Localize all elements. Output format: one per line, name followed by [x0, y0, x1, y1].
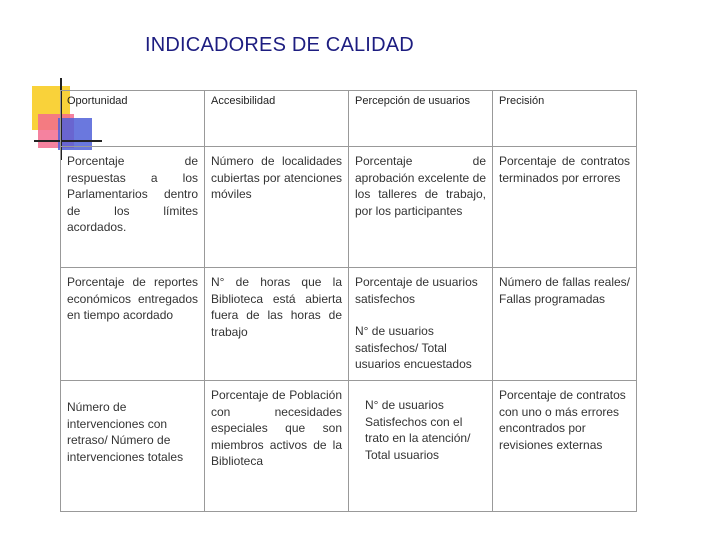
table-row — [61, 268, 637, 381]
quality-indicators-table — [60, 90, 637, 512]
page-title: INDICADORES DE CALIDAD — [145, 34, 414, 56]
header-oportunidad: Oportunidad — [61, 91, 205, 147]
header-percepcion: Percepción de usuarios — [349, 91, 493, 147]
cell-percepcion-2 — [349, 268, 493, 381]
cell-precision-2: Número de fallas reales/ Fallas programadas — [493, 268, 637, 381]
cell-percepcion-2-a: Porcentaje de usuarios satisfechos — [355, 275, 478, 306]
header-accesibilidad: Accesibilidad — [205, 91, 349, 147]
cell-precision-1: Porcentaje de contratos terminados por errores — [493, 147, 637, 268]
table-row — [61, 147, 637, 268]
cell-oportunidad-1: Porcentaje de respuestas a los Parlamentarios dentro de los límites acordados. — [61, 147, 205, 268]
cell-accesibilidad-1: Número de localidades cubiertas por atenciones móviles — [205, 147, 349, 268]
cell-percepcion-2-b: N° de usuarios satisfechos/ Total usuarios encuestados — [355, 324, 472, 372]
cell-precision-3: Porcentaje de contratos con uno o más errores encontrados por revisiones externas — [493, 381, 637, 512]
header-precision: Precisión — [493, 91, 637, 147]
table-row — [61, 381, 637, 512]
cell-percepcion-3: N° de usuarios Satisfechos con el trato en la atención/ Total usuarios — [349, 381, 493, 512]
cell-accesibilidad-2: N° de horas que la Biblioteca está abierta fuera de las horas de trabajo — [205, 268, 349, 381]
cell-oportunidad-2: Porcentaje de reportes económicos entregados en tiempo acordado — [61, 268, 205, 381]
cell-percepcion-1: Porcentaje de aprobación excelente de los talleres de trabajo, por los participantes — [349, 147, 493, 268]
cell-oportunidad-3: Número de intervenciones con retraso/ Número de intervenciones totales — [61, 381, 205, 512]
table-header-row — [61, 91, 637, 147]
cell-accesibilidad-3: Porcentaje de Población con necesidades especiales que son miembros activos de la Biblioteca — [205, 381, 349, 512]
